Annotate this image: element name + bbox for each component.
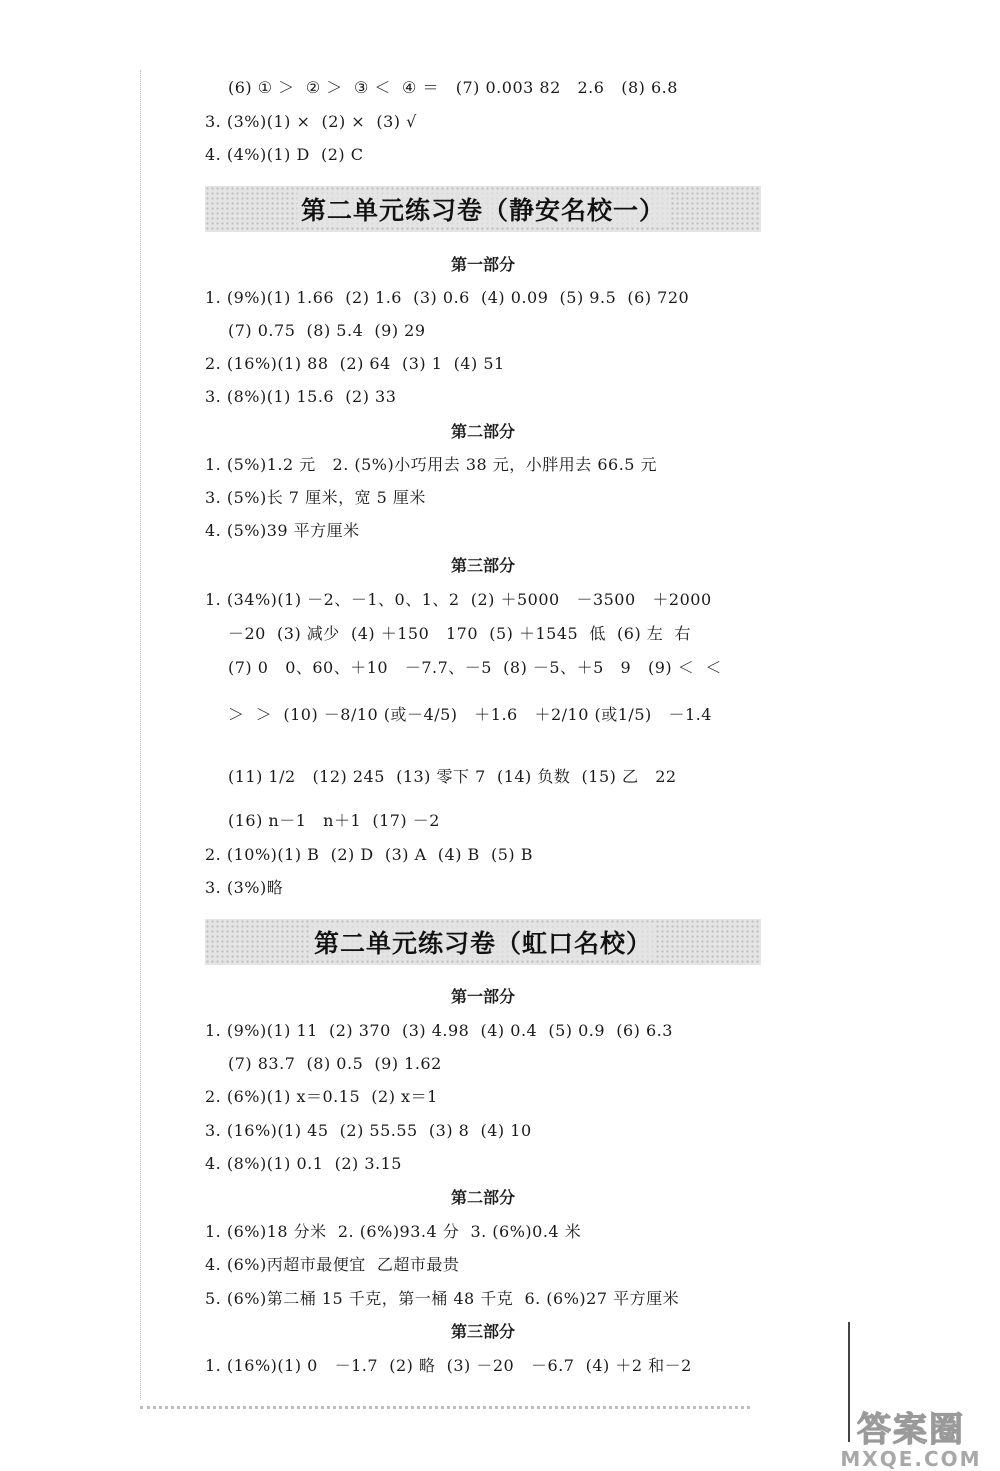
answer-line: (7) 0 0、60、＋10 －7.7、－5 (8) －5、＋5 9 (9) ＜ ＜ [228, 658, 722, 677]
answer-line: －20 (3) 减少 (4) ＋150 170 (5) ＋1545 低 (6) 左 右 [228, 624, 691, 643]
part-heading: 第三部分 [450, 1322, 515, 1341]
watermark-url: MXQE.COM [840, 1446, 982, 1471]
section-banner [205, 186, 761, 232]
section-banner [205, 919, 761, 965]
answer-line: 1. (9%)(1) 1.66 (2) 1.6 (3) 0.6 (4) 0.09 (5) 9.5 (6) 720 [205, 288, 690, 307]
answer-line: 3. (8%)(1) 15.6 (2) 33 [205, 387, 397, 406]
answer-line: 2. (6%)(1) x＝0.15 (2) x＝1 [205, 1087, 438, 1106]
answer-line: 3. (3%)(1) × (2) × (3) √ [205, 112, 417, 131]
answer-line: (16) n－1 n＋1 (17) －2 [228, 811, 440, 830]
answer-line: 1. (6%)18 分米 2. (6%)93.4 分 3. (6%)0.4 米 [205, 1222, 582, 1241]
answer-line: 2. (10%)(1) B (2) D (3) A (4) B (5) B [205, 845, 533, 864]
answer-line: 1. (9%)(1) 11 (2) 370 (3) 4.98 (4) 0.4 (5) 0.9 (6) 6.3 [205, 1021, 673, 1040]
part-heading: 第三部分 [450, 556, 515, 575]
part-heading: 第二部分 [450, 1188, 515, 1207]
left-margin-rule [140, 70, 141, 1400]
answer-line: 4. (8%)(1) 0.1 (2) 3.15 [205, 1154, 402, 1173]
answer-line: 1. (34%)(1) －2、－1、0、1、2 (2) ＋5000 －3500 ＋2000 [205, 590, 712, 609]
watermark-title: 答案圈 [857, 1409, 965, 1450]
answer-line: (11) 1/2 (12) 245 (13) 零下 7 (14) 负数 (15) 乙 22 [228, 767, 677, 786]
answer-line: 3. (5%)长 7 厘米，宽 5 厘米 [205, 488, 426, 507]
part-heading: 第二部分 [450, 422, 515, 441]
section-title: 第二单元练习卷（虹口名校） [310, 924, 656, 960]
bottom-dotted-rule [140, 1406, 750, 1409]
answer-line: (7) 83.7 (8) 0.5 (9) 1.62 [228, 1054, 442, 1073]
answer-line: 4. (4%)(1) D (2) C [205, 145, 364, 164]
answer-line: 5. (6%)第二桶 15 千克，第一桶 48 千克 6. (6%)27 平方厘米 [205, 1289, 680, 1308]
answer-line: 4. (6%)丙超市最便宜 乙超市最贵 [205, 1255, 460, 1274]
answer-line: 4. (5%)39 平方厘米 [205, 521, 360, 540]
part-heading: 第一部分 [450, 987, 515, 1006]
answer-line: 3. (3%)略 [205, 878, 284, 897]
answer-line: (6) ① ＞ ② ＞ ③ ＜ ④ ＝ (7) 0.003 82 2.6 (8) 6.8 [228, 78, 678, 97]
answer-line: 2. (16%)(1) 88 (2) 64 (3) 1 (4) 51 [205, 354, 505, 373]
answer-line: ＞ ＞ (10) －8/10 (或－4/5) ＋1.6 ＋2/10 (或1/5) －1.4 [228, 705, 712, 724]
answer-line: (7) 0.75 (8) 5.4 (9) 29 [228, 321, 426, 340]
section-title: 第二单元练习卷（静安名校一） [297, 191, 669, 227]
part-heading: 第一部分 [450, 255, 515, 274]
answer-line: 1. (5%)1.2 元 2. (5%)小巧用去 38 元，小胖用去 66.5 元 [205, 455, 658, 474]
answer-line: 3. (16%)(1) 45 (2) 55.55 (3) 8 (4) 10 [205, 1121, 532, 1140]
answer-line: 1. (16%)(1) 0 －1.7 (2) 略 (3) －20 －6.7 (4) ＋2 和－2 [205, 1356, 692, 1375]
watermark [822, 1410, 1000, 1471]
